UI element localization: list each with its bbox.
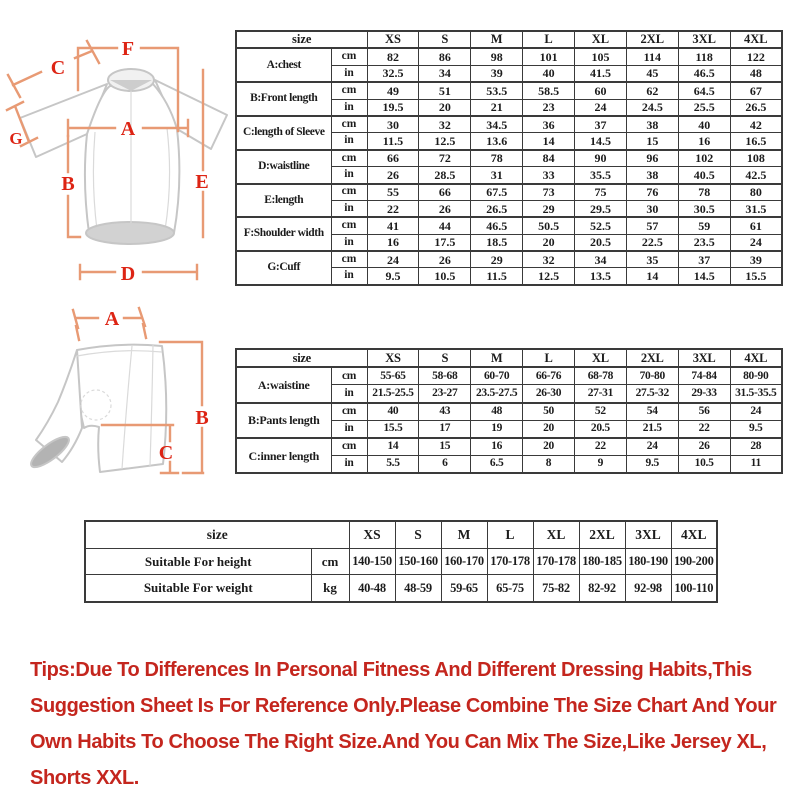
value-cell: 26-30 <box>523 385 575 403</box>
value-cell: 16 <box>678 133 730 150</box>
value-cell: 140-150 <box>349 548 395 575</box>
unit-label: cm <box>331 82 367 99</box>
value-cell: 46.5 <box>471 217 523 234</box>
value-cell: 15.5 <box>367 420 419 438</box>
value-cell: 31.5-35.5 <box>730 385 782 403</box>
value-cell: 60 <box>575 82 627 99</box>
jersey-outline <box>3 22 238 287</box>
value-cell: 28 <box>730 438 782 456</box>
unit-label: in <box>331 99 367 116</box>
value-cell: 98 <box>471 48 523 65</box>
row-label: G:Cuff <box>236 251 331 285</box>
value-cell: 58.5 <box>523 82 575 99</box>
unit-label: in <box>331 133 367 150</box>
value-cell: 18.5 <box>471 234 523 251</box>
jersey-letter-b: B <box>61 173 75 195</box>
jersey-letter-c: C <box>50 57 66 79</box>
value-cell: 20 <box>523 438 575 456</box>
value-cell: 30 <box>626 200 678 217</box>
value-cell: 68-78 <box>574 367 626 385</box>
value-cell: 105 <box>575 48 627 65</box>
value-cell: 57 <box>626 217 678 234</box>
value-cell: 62 <box>626 82 678 99</box>
value-cell: 40 <box>523 65 575 82</box>
value-cell: 180-190 <box>625 548 671 575</box>
value-cell: 17.5 <box>419 234 471 251</box>
value-cell: 34 <box>575 251 627 268</box>
value-cell: 75-82 <box>533 575 579 602</box>
value-cell: 44 <box>419 217 471 234</box>
value-cell: 16.5 <box>730 133 782 150</box>
size-column-header: M <box>471 349 523 367</box>
value-cell: 50 <box>523 403 575 421</box>
value-cell: 34.5 <box>471 116 523 133</box>
size-column-header: 4XL <box>730 349 782 367</box>
value-cell: 75 <box>575 184 627 201</box>
value-cell: 20.5 <box>575 234 627 251</box>
value-cell: 46.5 <box>678 65 730 82</box>
value-cell: 24 <box>730 234 782 251</box>
value-cell: 43 <box>419 403 471 421</box>
value-cell: 16 <box>367 234 419 251</box>
size-column-header: S <box>395 521 441 548</box>
size-column-header: L <box>523 31 575 48</box>
row-label: A:waistine <box>236 367 331 402</box>
value-cell: 26 <box>419 251 471 268</box>
value-cell: 29-33 <box>678 385 730 403</box>
value-cell: 23.5 <box>678 234 730 251</box>
value-cell: 14 <box>626 268 678 285</box>
size-header-row <box>85 521 717 548</box>
value-cell: 41.5 <box>575 65 627 82</box>
unit-label: kg <box>311 575 349 602</box>
value-cell: 53.5 <box>471 82 523 99</box>
size-header-label: size <box>236 349 367 367</box>
value-cell: 29 <box>523 200 575 217</box>
value-cell: 23-27 <box>419 385 471 403</box>
size-column-header: 2XL <box>579 521 625 548</box>
value-cell: 22 <box>367 200 419 217</box>
value-cell: 60-70 <box>471 367 523 385</box>
value-cell: 59-65 <box>441 575 487 602</box>
shorts-diagram <box>20 300 230 490</box>
value-cell: 14.5 <box>678 268 730 285</box>
size-column-header: S <box>419 349 471 367</box>
unit-label: cm <box>331 251 367 268</box>
jersey-letter-g: G <box>9 129 23 148</box>
value-cell: 5.5 <box>367 456 419 474</box>
value-cell: 19.5 <box>367 99 419 116</box>
unit-label: cm <box>331 150 367 167</box>
size-column-header: XS <box>349 521 395 548</box>
size-header-label: size <box>236 31 367 48</box>
unit-label: in <box>331 234 367 251</box>
fit-size-table <box>84 520 718 603</box>
row-label: D:waistline <box>236 150 331 184</box>
value-cell: 20.5 <box>574 420 626 438</box>
value-cell: 58-68 <box>419 367 471 385</box>
value-cell: 160-170 <box>441 548 487 575</box>
value-cell: 13.6 <box>471 133 523 150</box>
value-cell: 14 <box>523 133 575 150</box>
value-cell: 36 <box>523 116 575 133</box>
value-cell: 38 <box>626 167 678 184</box>
value-cell: 61 <box>730 217 782 234</box>
value-cell: 39 <box>730 251 782 268</box>
value-cell: 15 <box>626 133 678 150</box>
value-cell: 66 <box>419 184 471 201</box>
size-column-header: XL <box>574 349 626 367</box>
row-label: E:length <box>236 184 331 218</box>
value-cell: 45 <box>626 65 678 82</box>
unit-label: in <box>331 385 367 403</box>
value-cell: 21.5 <box>626 420 678 438</box>
unit-label: cm <box>331 403 367 421</box>
jersey-size-table <box>235 30 783 286</box>
value-cell: 6.5 <box>471 456 523 474</box>
value-cell: 40.5 <box>678 167 730 184</box>
value-cell: 24 <box>730 403 782 421</box>
jersey-diagram <box>3 22 238 287</box>
tips-line-4: Shorts XXL. <box>30 767 139 789</box>
value-cell: 48-59 <box>395 575 441 602</box>
value-cell: 9.5 <box>730 420 782 438</box>
value-cell: 14.5 <box>575 133 627 150</box>
value-cell: 11.5 <box>367 133 419 150</box>
row-label: B:Front length <box>236 82 331 116</box>
row-label: F:Shoulder width <box>236 217 331 251</box>
value-cell: 9.5 <box>367 268 419 285</box>
value-cell: 21 <box>471 99 523 116</box>
value-cell: 24 <box>367 251 419 268</box>
row-label: C:inner length <box>236 438 331 473</box>
unit-label: cm <box>331 116 367 133</box>
size-header-row <box>236 31 782 48</box>
value-cell: 37 <box>575 116 627 133</box>
value-cell: 64.5 <box>678 82 730 99</box>
size-column-header: 4XL <box>671 521 717 548</box>
jersey-body <box>85 84 179 233</box>
value-cell: 22 <box>574 438 626 456</box>
value-cell: 170-178 <box>487 548 533 575</box>
value-cell: 82 <box>367 48 419 65</box>
shorts-letter-a: A <box>104 308 120 330</box>
value-cell: 26 <box>367 167 419 184</box>
value-cell: 76 <box>626 184 678 201</box>
jersey-hem <box>86 222 174 244</box>
size-column-header: 2XL <box>626 349 678 367</box>
value-cell: 29 <box>471 251 523 268</box>
measurement-row <box>236 48 782 65</box>
value-cell: 100-110 <box>671 575 717 602</box>
value-cell: 10.5 <box>678 456 730 474</box>
value-cell: 180-185 <box>579 548 625 575</box>
value-cell: 90 <box>575 150 627 167</box>
value-cell: 41 <box>367 217 419 234</box>
value-cell: 50.5 <box>523 217 575 234</box>
value-cell: 37 <box>678 251 730 268</box>
value-cell: 26 <box>678 438 730 456</box>
unit-label: cm <box>331 184 367 201</box>
value-cell: 20 <box>523 234 575 251</box>
value-cell: 20 <box>419 99 471 116</box>
unit-label: in <box>331 65 367 82</box>
value-cell: 27.5-32 <box>626 385 678 403</box>
measurement-row <box>236 184 782 201</box>
value-cell: 59 <box>678 217 730 234</box>
unit-label: in <box>331 456 367 474</box>
size-column-header: L <box>487 521 533 548</box>
measurement-row <box>236 367 782 385</box>
shorts-outline <box>20 300 230 490</box>
value-cell: 35 <box>626 251 678 268</box>
value-cell: 27-31 <box>574 385 626 403</box>
value-cell: 25.5 <box>678 99 730 116</box>
value-cell: 23 <box>523 99 575 116</box>
jersey-letter-d: D <box>120 263 136 285</box>
value-cell: 42 <box>730 116 782 133</box>
value-cell: 26.5 <box>471 200 523 217</box>
size-column-header: L <box>523 349 575 367</box>
row-label: B:Pants length <box>236 403 331 438</box>
unit-label: in <box>331 167 367 184</box>
value-cell: 78 <box>471 150 523 167</box>
size-column-header: 4XL <box>730 31 782 48</box>
value-cell: 26.5 <box>730 99 782 116</box>
value-cell: 10.5 <box>419 268 471 285</box>
size-column-header: 3XL <box>625 521 671 548</box>
value-cell: 30.5 <box>678 200 730 217</box>
size-column-header: M <box>441 521 487 548</box>
tips-text <box>30 652 795 796</box>
value-cell: 86 <box>419 48 471 65</box>
value-cell: 80 <box>730 184 782 201</box>
shorts-letter-c: C <box>158 442 174 464</box>
value-cell: 38 <box>626 116 678 133</box>
fit-row <box>85 548 717 575</box>
unit-label: cm <box>331 48 367 65</box>
value-cell: 70-80 <box>626 367 678 385</box>
tips-line-3: Own Habits To Choose The Right Size.And You Can Mix The Size,Like Jersey XL, <box>30 731 767 753</box>
tips-line-1: Tips:Due To Differences In Personal Fitness And Different Dressing Habits,This <box>30 659 752 681</box>
value-cell: 74-84 <box>678 367 730 385</box>
value-cell: 35.5 <box>575 167 627 184</box>
value-cell: 11.5 <box>471 268 523 285</box>
value-cell: 82-92 <box>579 575 625 602</box>
jersey-letter-f: F <box>121 38 135 60</box>
jersey-letter-e: E <box>195 171 209 193</box>
value-cell: 66 <box>367 150 419 167</box>
shorts-letter-b: B <box>195 407 209 429</box>
value-cell: 56 <box>678 403 730 421</box>
value-cell: 48 <box>730 65 782 82</box>
value-cell: 6 <box>419 456 471 474</box>
unit-label: in <box>331 200 367 217</box>
value-cell: 15 <box>419 438 471 456</box>
value-cell: 54 <box>626 403 678 421</box>
value-cell: 14 <box>367 438 419 456</box>
value-cell: 24 <box>575 99 627 116</box>
value-cell: 9 <box>574 456 626 474</box>
value-cell: 73 <box>523 184 575 201</box>
row-label: Suitable For weight <box>85 575 311 602</box>
value-cell: 40 <box>678 116 730 133</box>
value-cell: 170-178 <box>533 548 579 575</box>
value-cell: 33 <box>523 167 575 184</box>
measurement-row <box>236 150 782 167</box>
value-cell: 32 <box>419 116 471 133</box>
value-cell: 122 <box>730 48 782 65</box>
unit-label: cm <box>331 367 367 385</box>
value-cell: 108 <box>730 150 782 167</box>
value-cell: 78 <box>678 184 730 201</box>
size-header-row <box>236 349 782 367</box>
value-cell: 28.5 <box>419 167 471 184</box>
value-cell: 16 <box>471 438 523 456</box>
value-cell: 15.5 <box>730 268 782 285</box>
value-cell: 21.5-25.5 <box>367 385 419 403</box>
value-cell: 13.5 <box>575 268 627 285</box>
unit-label: cm <box>331 217 367 234</box>
value-cell: 96 <box>626 150 678 167</box>
value-cell: 12.5 <box>419 133 471 150</box>
unit-label: cm <box>331 438 367 456</box>
value-cell: 30 <box>367 116 419 133</box>
value-cell: 114 <box>626 48 678 65</box>
value-cell: 118 <box>678 48 730 65</box>
value-cell: 67.5 <box>471 184 523 201</box>
value-cell: 40-48 <box>349 575 395 602</box>
value-cell: 24.5 <box>626 99 678 116</box>
measurement-row <box>236 403 782 421</box>
value-cell: 49 <box>367 82 419 99</box>
value-cell: 32.5 <box>367 65 419 82</box>
tips-line-2: Suggestion Sheet Is For Reference Only.Please Combine The Size Chart And Your <box>30 695 777 717</box>
value-cell: 17 <box>419 420 471 438</box>
value-cell: 55 <box>367 184 419 201</box>
value-cell: 22.5 <box>626 234 678 251</box>
value-cell: 23.5-27.5 <box>471 385 523 403</box>
size-column-header: 3XL <box>678 349 730 367</box>
value-cell: 66-76 <box>523 367 575 385</box>
value-cell: 39 <box>471 65 523 82</box>
measurement-row <box>236 217 782 234</box>
value-cell: 190-200 <box>671 548 717 575</box>
value-cell: 9.5 <box>626 456 678 474</box>
value-cell: 34 <box>419 65 471 82</box>
value-cell: 84 <box>523 150 575 167</box>
value-cell: 12.5 <box>523 268 575 285</box>
measurement-row <box>236 438 782 456</box>
value-cell: 65-75 <box>487 575 533 602</box>
value-cell: 32 <box>523 251 575 268</box>
unit-label: in <box>331 420 367 438</box>
size-column-header: XL <box>533 521 579 548</box>
measurement-row <box>236 116 782 133</box>
value-cell: 8 <box>523 456 575 474</box>
size-column-header: XL <box>575 31 627 48</box>
row-label: C:length of Sleeve <box>236 116 331 150</box>
value-cell: 150-160 <box>395 548 441 575</box>
value-cell: 19 <box>471 420 523 438</box>
measurement-row <box>236 82 782 99</box>
size-column-header: S <box>419 31 471 48</box>
unit-label: in <box>331 268 367 285</box>
jersey-letter-a: A <box>120 118 136 140</box>
value-cell: 92-98 <box>625 575 671 602</box>
size-header-label: size <box>85 521 349 548</box>
size-column-header: XS <box>367 31 419 48</box>
value-cell: 48 <box>471 403 523 421</box>
measurement-row <box>236 251 782 268</box>
value-cell: 31.5 <box>730 200 782 217</box>
value-cell: 22 <box>678 420 730 438</box>
unit-label: cm <box>311 548 349 575</box>
value-cell: 51 <box>419 82 471 99</box>
value-cell: 24 <box>626 438 678 456</box>
value-cell: 40 <box>367 403 419 421</box>
value-cell: 20 <box>523 420 575 438</box>
value-cell: 42.5 <box>730 167 782 184</box>
value-cell: 29.5 <box>575 200 627 217</box>
value-cell: 26 <box>419 200 471 217</box>
value-cell: 55-65 <box>367 367 419 385</box>
value-cell: 52 <box>574 403 626 421</box>
value-cell: 67 <box>730 82 782 99</box>
value-cell: 52.5 <box>575 217 627 234</box>
size-column-header: XS <box>367 349 419 367</box>
value-cell: 80-90 <box>730 367 782 385</box>
fit-row <box>85 575 717 602</box>
value-cell: 72 <box>419 150 471 167</box>
size-column-header: 3XL <box>678 31 730 48</box>
value-cell: 31 <box>471 167 523 184</box>
row-label: Suitable For height <box>85 548 311 575</box>
size-column-header: M <box>471 31 523 48</box>
measure-line-D <box>80 265 197 279</box>
shorts-size-table <box>235 348 783 474</box>
size-column-header: 2XL <box>626 31 678 48</box>
value-cell: 11 <box>730 456 782 474</box>
value-cell: 102 <box>678 150 730 167</box>
row-label: A:chest <box>236 48 331 82</box>
value-cell: 101 <box>523 48 575 65</box>
